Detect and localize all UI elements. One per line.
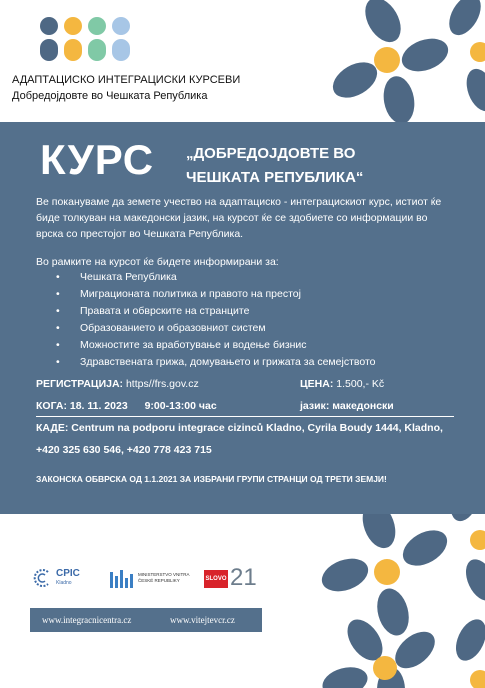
footer-link-vitejtevcr[interactable]: www.vitejtevcr.cz — [170, 615, 235, 625]
list-item: • Здравствената грижа, домувањето и грижата за семејството — [36, 354, 376, 371]
cpic-logo — [32, 566, 92, 590]
flower-lower-right — [450, 615, 485, 688]
price-label: ЦЕНА: — [300, 378, 334, 390]
slovo-badge: SLOVO — [204, 570, 228, 588]
ministry-line2: ČESKÉ REPUBLIKY — [138, 578, 180, 583]
location-text: КАДЕ: Centrum na podporu integrace cizinců Kladno, Cyrila Boudy 1444, Kladno, — [36, 422, 443, 434]
cpic-subtitle: Kladno — [56, 580, 72, 586]
slovo-number: 21 — [230, 564, 257, 591]
logo-dot — [88, 17, 106, 35]
ministry-emblem-icon — [108, 566, 134, 590]
logo-pill — [64, 39, 82, 61]
list-item: • Правата и обврските на странците — [36, 303, 376, 320]
divider — [36, 416, 454, 417]
language-value: јазик: македонски — [300, 400, 394, 412]
list-item: • Миграционата политика и правото на престој — [36, 286, 376, 303]
date-row — [36, 400, 217, 412]
list-item: • Образованието и образовниот систем — [36, 320, 376, 337]
course-title-line2: ЧЕШКАТА РЕПУБЛИКА“ — [186, 169, 364, 186]
course-heading: КУРС — [40, 136, 155, 183]
logo-dot — [112, 17, 130, 35]
legal-notice: ЗАКОНСКА ОБВРСКА ОД 1.1.2021 ЗА ИЗБРАНИ ГРУПИ СТРАНЦИ ОД ТРЕТИ ЗЕМЈИ! — [36, 474, 387, 484]
cpic-icon — [32, 568, 52, 588]
header-subtitle: Добредојдовте во Чешката Република — [12, 90, 208, 102]
ministry-logo — [108, 566, 198, 592]
topics-list — [36, 269, 376, 371]
course-title-line1: „ДОБРЕДОЈДОВТЕ ВО — [186, 145, 356, 162]
list-item: • Чешката Република — [36, 269, 376, 286]
registration-label: РЕГИСТРАЦИЈА: — [36, 378, 124, 390]
flower-lower — [319, 613, 441, 688]
price-value: 1.500,- Kč — [336, 378, 385, 390]
slovo21-logo — [204, 566, 262, 592]
registration-link[interactable]: https//frs.gov.cz — [125, 378, 199, 390]
flower-top-right — [443, 0, 485, 115]
price-row — [300, 378, 384, 390]
logo-dot — [64, 17, 82, 35]
flower-bottom — [317, 497, 453, 639]
ministry-line1: MINISTERSTVO VNITRA — [138, 572, 190, 577]
course-title — [186, 142, 446, 190]
logo-dot — [40, 17, 58, 35]
list-item: • Можностите за вработување и водење бизнис — [36, 337, 376, 354]
logo-pill — [40, 39, 58, 61]
topics-heading: Во рамките на курсот ќе бидете информирани за: — [36, 256, 279, 268]
course-info-panel — [0, 122, 485, 514]
intro-text: Ве покануваме да земете учество на адаптациско - интеграцискиот курс, истиот ќе биде толкуван на македонски јазик, на курсот ќе се здобиете со информации во врска со престојот во Чешката Република. — [36, 196, 442, 240]
date-label: КОГА: 18. 11. 2023 — [36, 400, 128, 412]
course-logo — [36, 12, 136, 64]
time-value: 9:00-13:00 час — [144, 400, 217, 412]
registration-row — [36, 378, 199, 390]
footer-links-bar — [30, 608, 262, 632]
flower-top — [327, 0, 453, 126]
cpic-name: CPIC — [56, 568, 80, 579]
phone-numbers: +420 325 630 546, +420 778 423 715 — [36, 444, 212, 456]
logo-pill — [112, 39, 130, 61]
logo-pill — [88, 39, 106, 61]
header-course-type: АДАПТАЦИСКО ИНТЕГРАЦИСКИ КУРСЕВИ — [12, 74, 241, 86]
footer-link-integracnicentra[interactable]: www.integracnicentra.cz — [42, 615, 132, 625]
